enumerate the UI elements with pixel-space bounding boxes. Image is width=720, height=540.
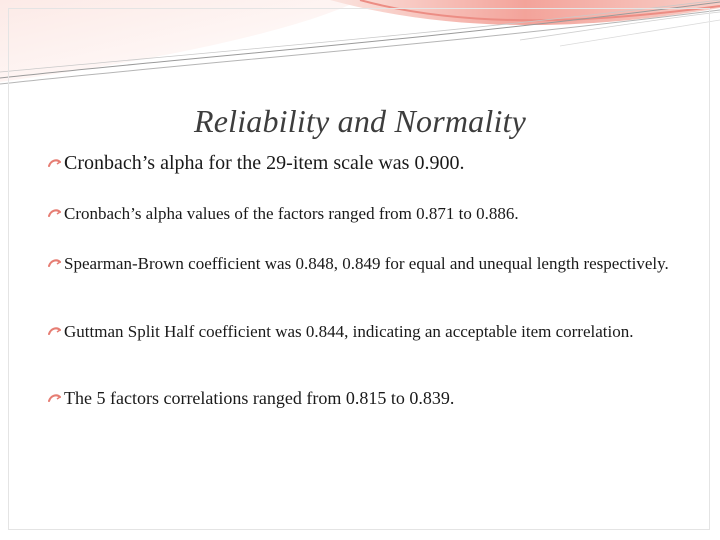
bullet-text: Cronbach’s alpha values of the factors ranged from 0.871 to 0.886. — [64, 204, 519, 223]
bullet-text: Guttman Split Half coefficient was 0.844, indicating an acceptable item correlation. — [64, 322, 634, 341]
bullet-item — [48, 203, 688, 224]
bullet-item — [48, 253, 688, 274]
bullet-item — [48, 153, 688, 174]
bullet-text: Cronbach’s alpha for the 29-item scale was 0.900. — [64, 152, 465, 174]
bullet-text: The 5 factors correlations ranged from 0.815 to 0.839. — [64, 388, 455, 408]
curved-arrow-bullet-icon — [48, 393, 61, 404]
bullet-item — [48, 321, 688, 342]
curved-arrow-bullet-icon — [48, 326, 61, 337]
curved-arrow-bullet-icon — [48, 258, 61, 269]
curved-arrow-bullet-icon — [48, 208, 61, 219]
header-decoration — [0, 0, 720, 100]
slide-title: Reliability and Normality — [193, 103, 527, 139]
bullet-item — [48, 388, 688, 409]
curved-arrow-bullet-icon — [48, 158, 61, 169]
bullet-text: Spearman-Brown coefficient was 0.848, 0.849 for equal and unequal length respectively. — [64, 254, 669, 273]
